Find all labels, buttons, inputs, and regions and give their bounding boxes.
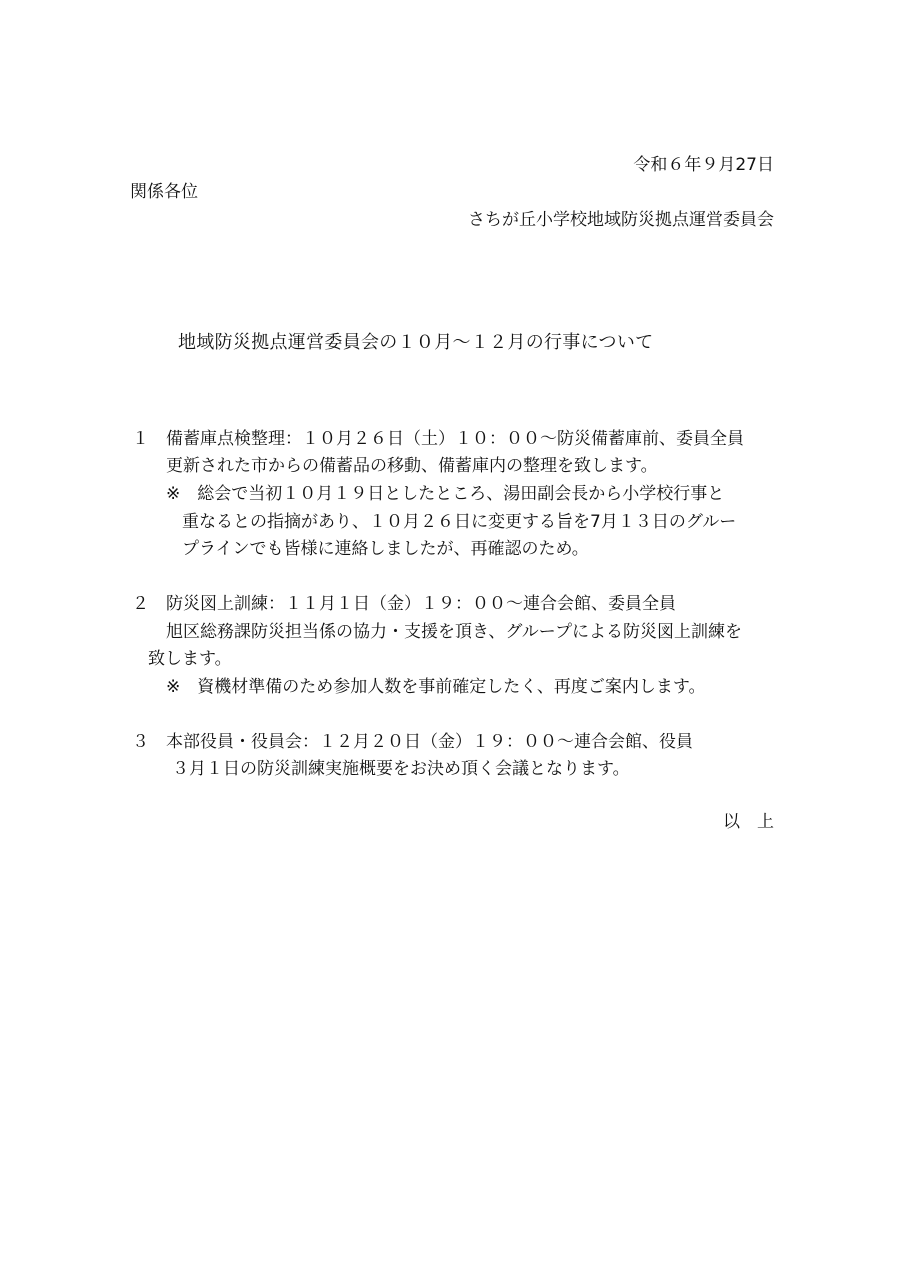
item-note-line: 重なるとの指摘があり、１０月２６日に変更する旨を7月１３日のグルー bbox=[182, 512, 737, 532]
item-body-line: 更新された市からの備蓄品の移動、備蓄庫内の整理を致します。 bbox=[166, 456, 658, 476]
document-title: 地域防災拠点運営委員会の１０月～１２月の行事について bbox=[178, 332, 654, 353]
item-heading: 防災図上訓練：１１月１日（金）１９：００～連合会館、委員全員 bbox=[166, 594, 676, 614]
addressee: 関係各位 bbox=[130, 182, 198, 202]
item-note-line: ※ 総会で当初１０月１９日としたところ、湯田副会長から小学校行事と bbox=[166, 484, 725, 504]
item-heading: 備蓄庫点検整理：１０月２６日（土）１０：００～防災備蓄庫前、委員全員 bbox=[166, 429, 744, 449]
item-number: ２ bbox=[132, 594, 149, 614]
item-body-line: ３月１日の防災訓練実施概要をお決め頂く会議となります。 bbox=[172, 759, 630, 779]
item-number: １ bbox=[132, 429, 149, 449]
closing-mark: 以 上 bbox=[723, 812, 774, 832]
item-body-line: 旭区総務課防災担当係の協力・支援を頂き、グループによる防災図上訓練を bbox=[166, 622, 742, 642]
document-date: 令和６年９月27日 bbox=[633, 155, 774, 175]
item-heading: 本部役員・役員会：１２月２０日（金）１９：００～連合会館、役員 bbox=[166, 732, 693, 752]
item-note-line: ※ 資機材準備のため参加人数を事前確定したく、再度ご案内します。 bbox=[166, 677, 706, 697]
sender-organization: さちが丘小学校地域防災拠点運営委員会 bbox=[468, 210, 774, 230]
item-number: ３ bbox=[132, 732, 149, 752]
item-note-line: プラインでも皆様に連絡しましたが、再確認のため。 bbox=[182, 539, 589, 559]
item-body-line: 致します。 bbox=[148, 649, 232, 669]
